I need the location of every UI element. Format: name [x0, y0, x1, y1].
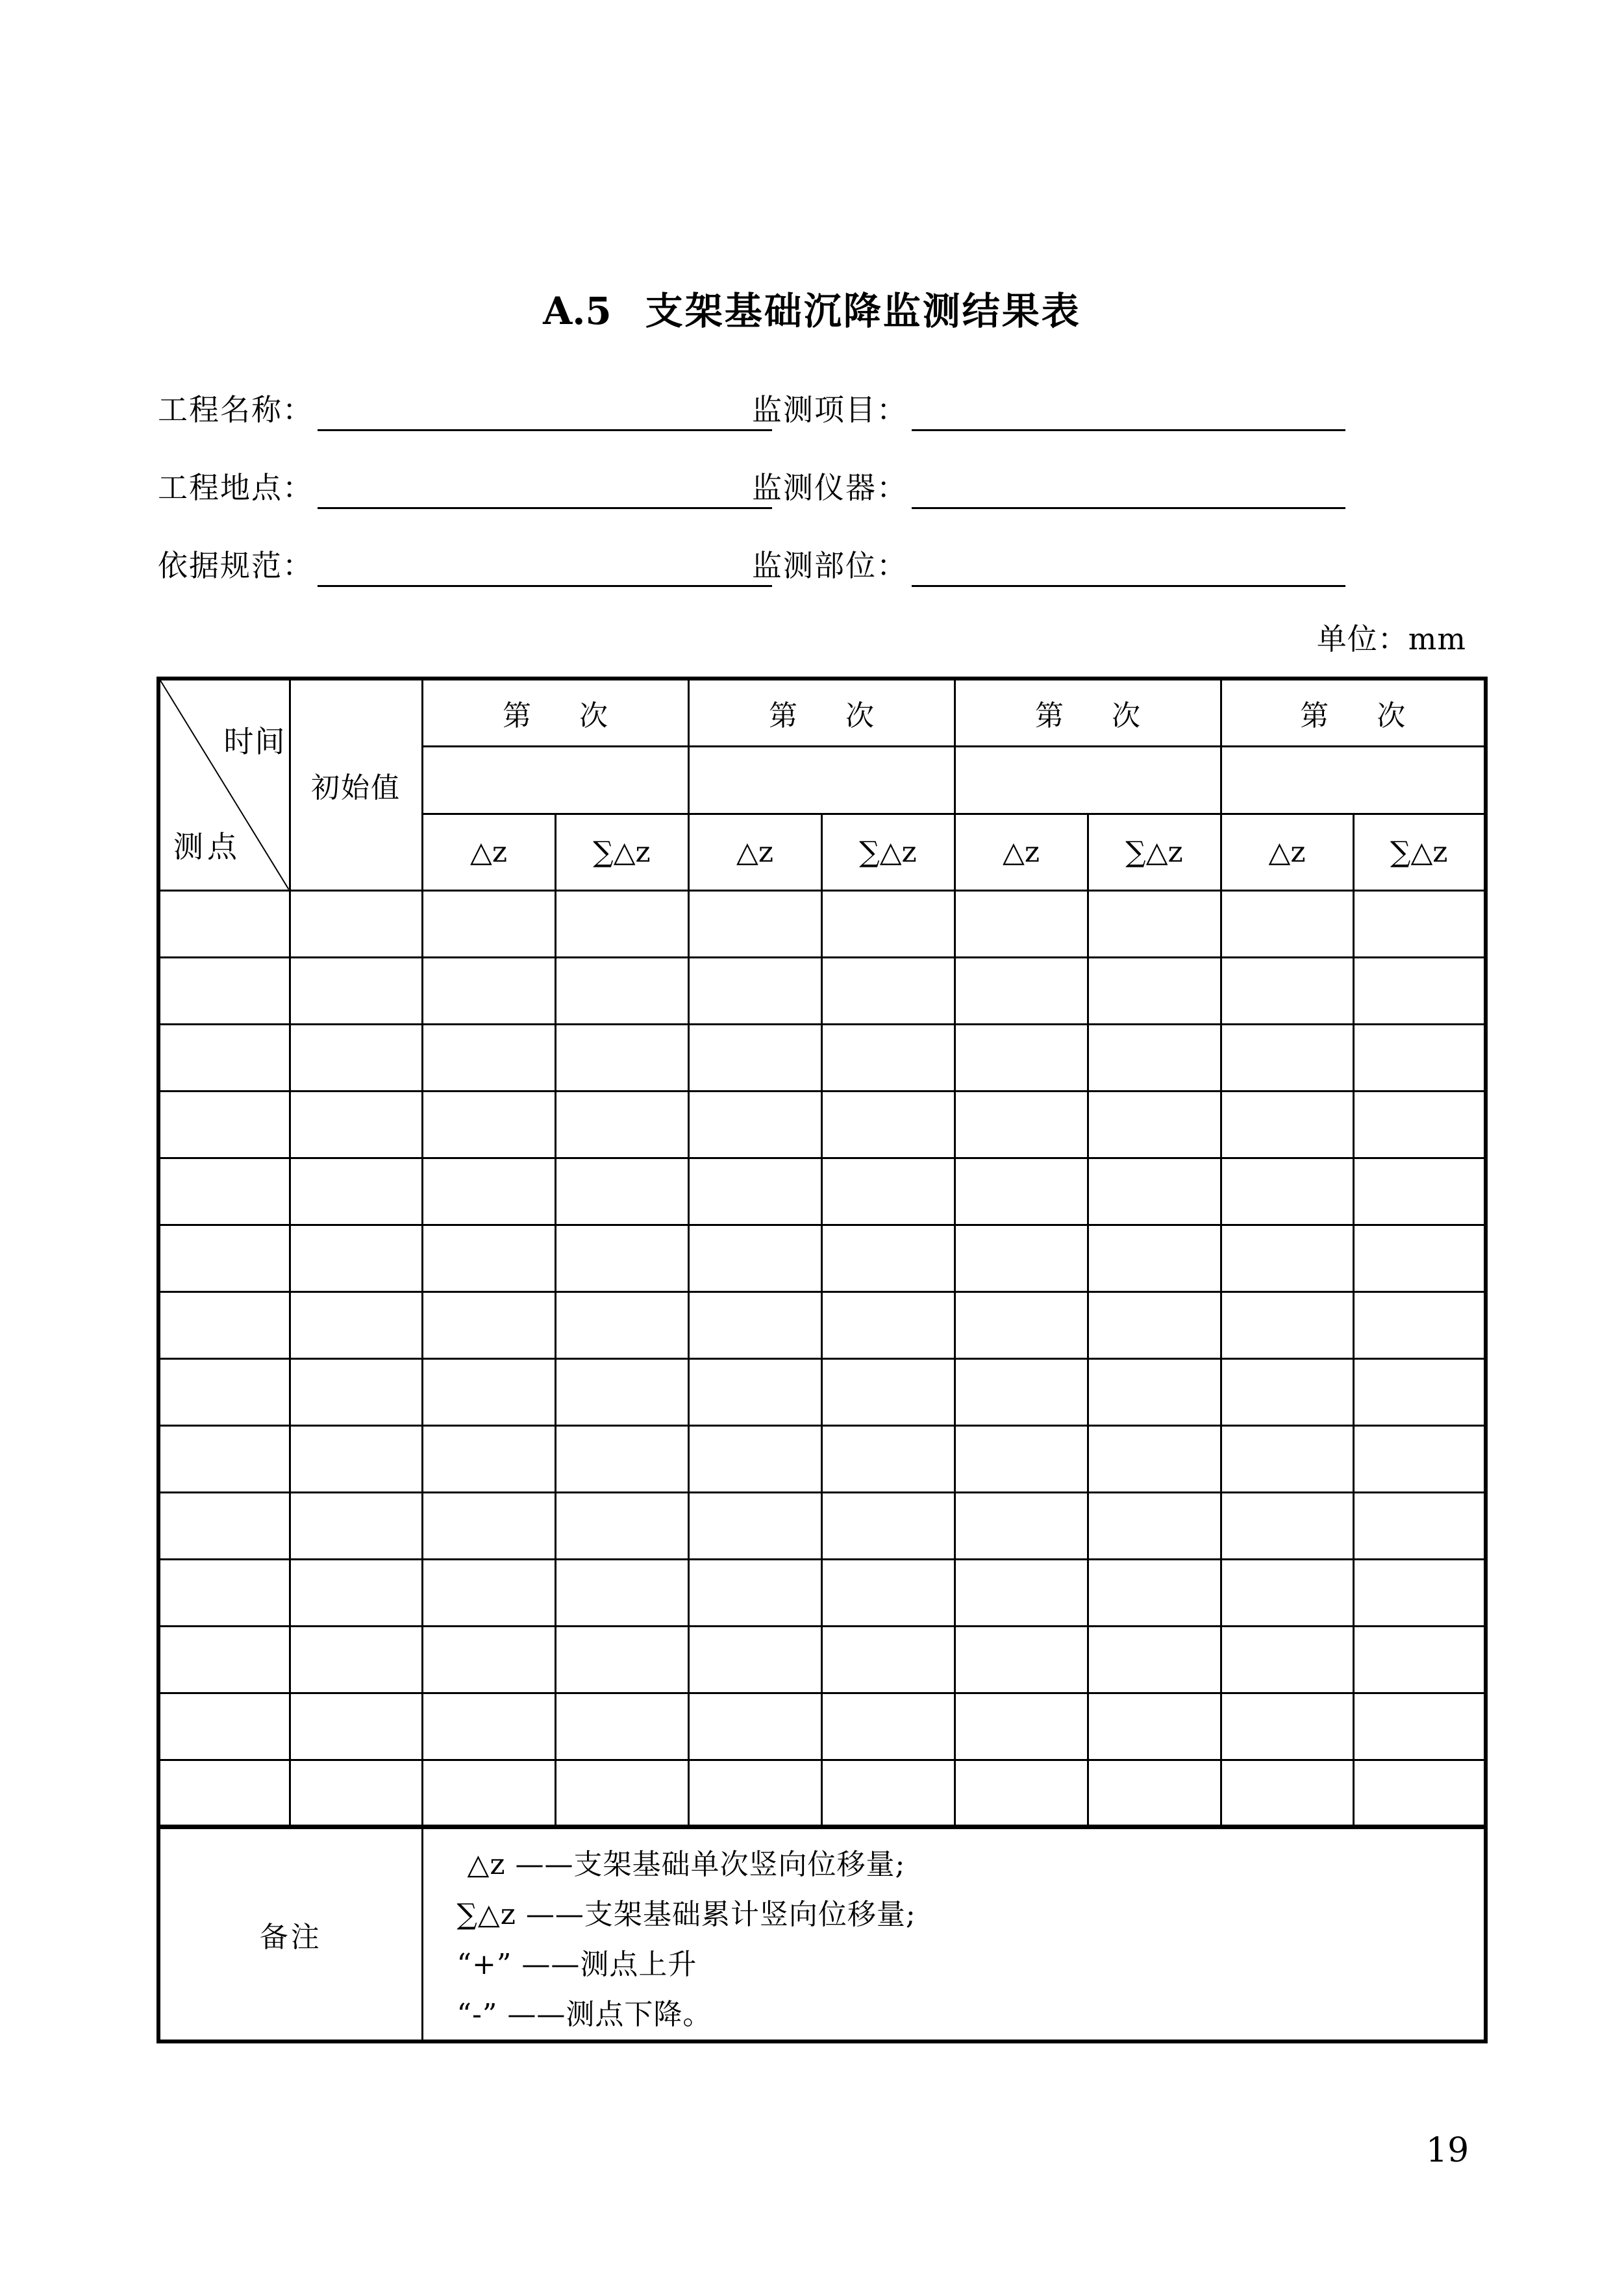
empty-cell — [1353, 1760, 1486, 1827]
empty-cell — [555, 1292, 688, 1358]
table-row — [158, 1492, 1486, 1559]
empty-cell — [955, 1024, 1088, 1091]
form-label: 监测项目： — [752, 392, 908, 427]
empty-cell — [555, 1559, 688, 1626]
form-label: 工程名称： — [158, 392, 314, 427]
empty-cell — [955, 1091, 1088, 1158]
empty-cell — [955, 1693, 1088, 1760]
empty-cell — [1353, 1292, 1486, 1358]
empty-cell — [821, 1425, 955, 1492]
empty-cell — [955, 1425, 1088, 1492]
empty-cell — [158, 1024, 290, 1091]
empty-cell — [555, 1091, 688, 1158]
empty-cell — [555, 957, 688, 1024]
empty-cell — [688, 890, 821, 957]
empty-cell — [1088, 890, 1221, 957]
empty-cell — [955, 1492, 1088, 1559]
empty-cell — [1221, 957, 1353, 1024]
title-number: A.5 — [543, 289, 612, 333]
empty-cell — [422, 890, 555, 957]
empty-cell — [290, 957, 422, 1024]
empty-cell — [1221, 1626, 1353, 1693]
empty-cell — [1221, 1559, 1353, 1626]
sum-header-cell: ∑△z — [1353, 814, 1486, 890]
unit-note: 单位：mm — [1316, 621, 1466, 656]
empty-cell — [422, 1158, 555, 1225]
sum-header-cell: ∑△z — [821, 814, 955, 890]
fill-blank-line — [318, 374, 772, 431]
empty-cell — [422, 1091, 555, 1158]
fill-blank-line — [318, 452, 772, 509]
remark-label-cell: 备注 — [158, 1827, 422, 2041]
remark-line: △z ——支架基础单次竖向位移量; — [467, 1847, 906, 1881]
empty-cell — [290, 890, 422, 957]
empty-cell — [555, 1760, 688, 1827]
page-title — [0, 281, 1624, 335]
empty-cell — [1353, 1024, 1486, 1091]
form-label: 工程地点： — [158, 470, 314, 505]
empty-cell — [1353, 1425, 1486, 1492]
table-row — [158, 1626, 1486, 1693]
trial-header-cell: 第 次 — [688, 679, 955, 746]
empty-cell — [688, 1425, 821, 1492]
empty-cell — [688, 1292, 821, 1358]
table-row — [158, 1292, 1486, 1358]
empty-cell — [1221, 1760, 1353, 1827]
empty-cell — [1221, 1492, 1353, 1559]
empty-cell — [688, 1158, 821, 1225]
empty-cell — [688, 957, 821, 1024]
table-row — [158, 1024, 1486, 1091]
table-row — [158, 1158, 1486, 1225]
empty-cell — [555, 1626, 688, 1693]
empty-cell — [821, 1158, 955, 1225]
sum-header-cell: ∑△z — [1088, 814, 1221, 890]
empty-cell — [158, 1760, 290, 1827]
empty-cell — [290, 1292, 422, 1358]
corner-label-time: 时间 — [223, 724, 286, 759]
empty-cell — [422, 1693, 555, 1760]
form-field-project-site — [158, 452, 772, 509]
empty-cell — [422, 1358, 555, 1425]
table-row — [158, 1760, 1486, 1827]
empty-cell — [158, 1091, 290, 1158]
empty-cell — [158, 1425, 290, 1492]
empty-cell — [688, 1626, 821, 1693]
empty-cell — [555, 1425, 688, 1492]
empty-cell — [1088, 1425, 1221, 1492]
fill-blank-line — [912, 452, 1345, 509]
empty-cell — [821, 1024, 955, 1091]
empty-cell — [422, 957, 555, 1024]
empty-cell — [688, 1693, 821, 1760]
table-row — [158, 1559, 1486, 1626]
empty-cell — [158, 1225, 290, 1292]
empty-cell — [555, 1158, 688, 1225]
fill-blank-line — [912, 374, 1345, 431]
empty-cell — [1221, 1693, 1353, 1760]
empty-cell — [1353, 1358, 1486, 1425]
empty-cell — [1221, 1425, 1353, 1492]
empty-cell — [1353, 1225, 1486, 1292]
corner-cell — [158, 679, 290, 890]
empty-cell — [555, 1492, 688, 1559]
empty-cell — [821, 1292, 955, 1358]
empty-cell — [290, 1225, 422, 1292]
empty-cell — [955, 1559, 1088, 1626]
delta-header-cell: △z — [688, 814, 821, 890]
empty-cell — [158, 1626, 290, 1693]
empty-cell — [1353, 1091, 1486, 1158]
empty-cell — [555, 1225, 688, 1292]
date-blank-cell — [688, 746, 955, 814]
empty-cell — [955, 1760, 1088, 1827]
empty-cell — [290, 1425, 422, 1492]
form-label: 监测仪器： — [752, 470, 908, 505]
empty-cell — [688, 1024, 821, 1091]
empty-cell — [290, 1760, 422, 1827]
empty-cell — [158, 1292, 290, 1358]
empty-cell — [422, 1760, 555, 1827]
empty-cell — [955, 1626, 1088, 1693]
empty-cell — [955, 1225, 1088, 1292]
empty-cell — [821, 1693, 955, 1760]
empty-cell — [1221, 1158, 1353, 1225]
empty-cell — [1353, 957, 1486, 1024]
empty-cell — [821, 957, 955, 1024]
empty-cell — [821, 1091, 955, 1158]
empty-cell — [555, 1358, 688, 1425]
form-field-monitor-item — [752, 374, 1345, 431]
table-row — [158, 890, 1486, 957]
table-row — [158, 1225, 1486, 1292]
empty-cell — [158, 1559, 290, 1626]
empty-cell — [688, 1760, 821, 1827]
empty-cell — [688, 1559, 821, 1626]
page-number: 19 — [1426, 2131, 1469, 2170]
empty-cell — [1221, 1358, 1353, 1425]
empty-cell — [158, 1158, 290, 1225]
form-label: 监测部位： — [752, 548, 908, 583]
date-blank-cell — [422, 746, 688, 814]
empty-cell — [555, 1693, 688, 1760]
initial-value-header: 初始值 — [290, 679, 422, 890]
date-blank-cell — [1221, 746, 1486, 814]
empty-cell — [290, 1559, 422, 1626]
empty-cell — [1221, 1225, 1353, 1292]
empty-cell — [1353, 1158, 1486, 1225]
empty-cell — [422, 1292, 555, 1358]
delta-header-cell: △z — [1221, 814, 1353, 890]
empty-cell — [955, 1358, 1088, 1425]
empty-cell — [1088, 1492, 1221, 1559]
empty-cell — [422, 1492, 555, 1559]
empty-cell — [1088, 1292, 1221, 1358]
empty-cell — [688, 1358, 821, 1425]
table-row — [158, 957, 1486, 1024]
empty-cell — [1353, 1559, 1486, 1626]
date-blank-cell — [955, 746, 1221, 814]
empty-cell — [955, 1158, 1088, 1225]
empty-cell — [1088, 1358, 1221, 1425]
empty-cell — [688, 1492, 821, 1559]
corner-label-point: 测点 — [173, 829, 241, 864]
table-row — [158, 1091, 1486, 1158]
empty-cell — [1088, 1024, 1221, 1091]
empty-cell — [688, 1091, 821, 1158]
empty-cell — [1353, 890, 1486, 957]
empty-cell — [422, 1225, 555, 1292]
form-label: 依据规范： — [158, 548, 314, 583]
table-row — [158, 1693, 1486, 1760]
remark-line: ∑△z ——支架基础累计竖向位移量; — [456, 1897, 916, 1931]
empty-cell — [955, 1292, 1088, 1358]
monitoring-table — [156, 677, 1488, 2043]
empty-cell — [290, 1024, 422, 1091]
empty-cell — [1221, 1292, 1353, 1358]
title-text: 支架基础沉降监测结果表 — [645, 289, 1081, 333]
empty-cell — [290, 1091, 422, 1158]
empty-cell — [1221, 1024, 1353, 1091]
empty-cell — [1088, 1559, 1221, 1626]
empty-cell — [955, 957, 1088, 1024]
delta-header-cell: △z — [422, 814, 555, 890]
empty-cell — [821, 890, 955, 957]
fill-blank-line — [318, 530, 772, 587]
empty-cell — [422, 1425, 555, 1492]
empty-cell — [821, 1760, 955, 1827]
empty-cell — [821, 1559, 955, 1626]
sum-header-cell: ∑△z — [555, 814, 688, 890]
empty-cell — [158, 957, 290, 1024]
empty-cell — [158, 1358, 290, 1425]
empty-cell — [422, 1559, 555, 1626]
empty-cell — [290, 1158, 422, 1225]
empty-cell — [688, 1225, 821, 1292]
empty-cell — [290, 1693, 422, 1760]
empty-cell — [158, 1693, 290, 1760]
empty-cell — [290, 1626, 422, 1693]
empty-cell — [1088, 957, 1221, 1024]
empty-cell — [1088, 1693, 1221, 1760]
empty-cell — [1221, 890, 1353, 957]
empty-cell — [1353, 1693, 1486, 1760]
trial-header-cell: 第 次 — [1221, 679, 1486, 746]
empty-cell — [1353, 1492, 1486, 1559]
delta-header-cell: △z — [955, 814, 1088, 890]
form-field-monitor-instrument — [752, 452, 1345, 509]
empty-cell — [1088, 1760, 1221, 1827]
empty-cell — [1221, 1091, 1353, 1158]
empty-cell — [821, 1492, 955, 1559]
empty-cell — [1088, 1225, 1221, 1292]
trial-header-cell: 第 次 — [955, 679, 1221, 746]
empty-cell — [555, 1024, 688, 1091]
empty-cell — [158, 890, 290, 957]
table-row — [158, 1358, 1486, 1425]
table-row — [158, 1425, 1486, 1492]
empty-cell — [1353, 1626, 1486, 1693]
empty-cell — [821, 1358, 955, 1425]
empty-cell — [158, 1492, 290, 1559]
empty-cell — [422, 1024, 555, 1091]
trial-header-cell: 第 次 — [422, 679, 688, 746]
empty-cell — [955, 890, 1088, 957]
empty-cell — [821, 1225, 955, 1292]
remark-body-cell — [422, 1827, 1486, 2041]
empty-cell — [290, 1358, 422, 1425]
empty-cell — [1088, 1091, 1221, 1158]
empty-cell — [555, 890, 688, 957]
empty-cell — [1088, 1626, 1221, 1693]
empty-cell — [422, 1626, 555, 1693]
empty-cell — [290, 1492, 422, 1559]
form-field-monitor-part — [752, 530, 1345, 587]
fill-blank-line — [912, 530, 1345, 587]
form-field-project-name — [158, 374, 772, 431]
empty-cell — [821, 1626, 955, 1693]
form-field-basis-standard — [158, 530, 772, 587]
remark-line: “+” ——测点上升 — [456, 1947, 697, 1981]
remark-line: “-” ——测点下降。 — [456, 1997, 712, 2031]
empty-cell — [1088, 1158, 1221, 1225]
